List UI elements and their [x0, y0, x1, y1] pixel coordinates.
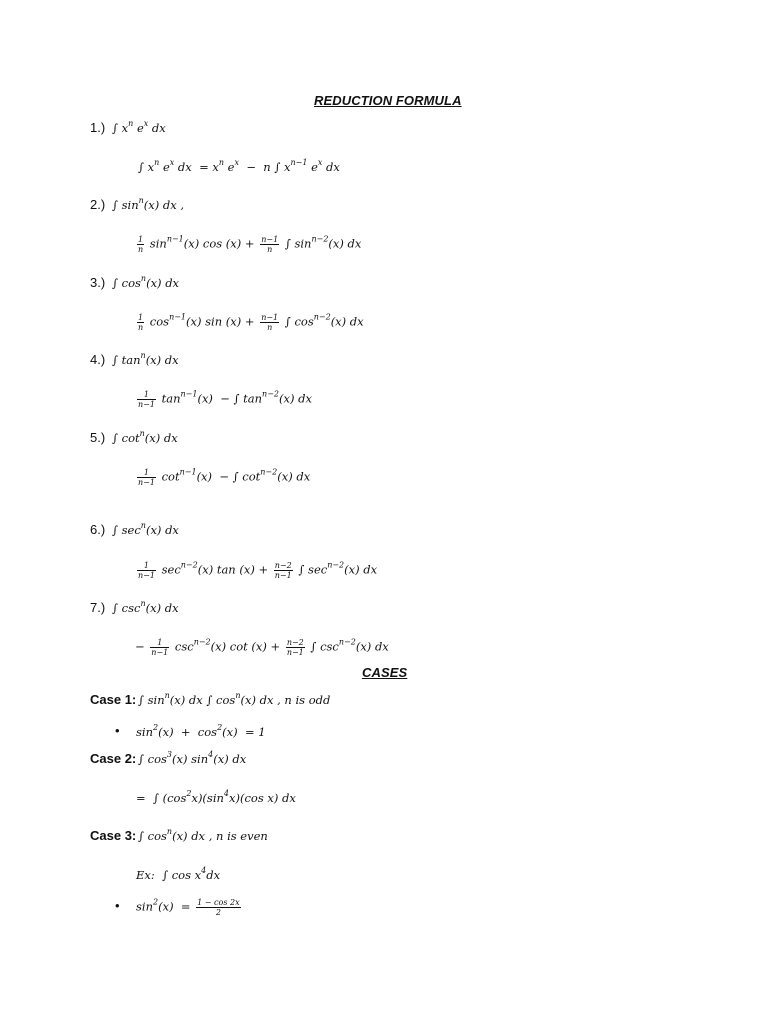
formula-6-label: 6.) [90, 522, 106, 537]
formula-2-result: $\frac{1}{n}$ $\sin^{n-1}(x)$ cos (x) + $\frac{n-1}{n}$ ∫ $\sin^{n-2}(x)$ dx [138, 234, 362, 254]
formula-3-integral: ∫ $\cos^n(x)$ dx [112, 274, 180, 290]
formula-1-label: 1.) [90, 120, 106, 135]
case-3-expr: ∫ $\cos^n(x)$ dx , n is even [138, 827, 268, 843]
case-1-expr: ∫ $\sin^n(x)$ dx ∫ $\cos^n(x)$ dx , n is odd [138, 691, 331, 707]
formula-1-integral: ∫ $x^n$ $e^x$ dx [112, 119, 166, 135]
formula-4-result: $\frac{1}{n-1}$ $\tan^{n-1}(x)$ − ∫ $\tan^{n-2}(x)$ dx [138, 389, 312, 409]
formula-7-integral: ∫ $\csc^n(x)$ dx [112, 599, 179, 615]
formula-5-result: $\frac{1}{n-1}$ $\cot^{n-1}(x)$ − ∫ $\cot^{n-2}(x)$ dx [138, 467, 311, 487]
formula-3-label: 3.) [90, 275, 106, 290]
formula-7-result: − $\frac{1}{n-1}$ $\csc^{n-2}(x)$ cot (x) + $\frac{n-2}{n-1}$ ∫ $\csc^{n-2}(x)$ dx [135, 637, 389, 657]
formula-1-result: ∫ $x^n$ $e^x$ dx = $x^n$ $e^x - n$ ∫ $x^{n-1}$ $e^x$ dx [138, 158, 340, 174]
case-2-step: = ∫ $(\cos^2x)(\sin^4x)(\cos$ x) dx [136, 789, 296, 805]
bullet-icon: • [115, 723, 120, 738]
formula-5-label: 5.) [90, 430, 106, 445]
formula-4-label: 4.) [90, 352, 106, 367]
case-3-example: Ex: ∫ $\cos x^4dx$ [136, 866, 221, 882]
formula-3-result: $\frac{1}{n}$ $\cos^{n-1}(x)$ sin (x) + $\frac{n-1}{n}$ ∫ $\cos^{n-2}(x)$ dx [138, 312, 364, 332]
bullet-icon: • [115, 898, 120, 913]
formula-4-integral: ∫ $\tan^n(x)$ dx [112, 351, 179, 367]
case-1-identity: $\sin^2(x) + \cos^2(x) = 1$ [136, 723, 266, 739]
case-2-label: Case 2: [90, 751, 137, 766]
page-title: REDUCTION FORMULA [314, 93, 462, 108]
formula-6-result: $\frac{1}{n-1}$ $\sec^{n-2}(x)$ tan (x) + $\frac{n-2}{n-1}$ ∫ $\sec^{n-2}(x)$ dx [138, 560, 378, 580]
cases-title: CASES [362, 665, 408, 680]
formula-7-label: 7.) [90, 600, 106, 615]
formula-2-label: 2.) [90, 197, 106, 212]
case-3-label: Case 3: [90, 828, 137, 843]
case-1-label: Case 1: [90, 692, 137, 707]
formula-5-integral: ∫ $\cot^n(x)$ dx [112, 429, 178, 445]
case-2-expr: ∫ $\cos^3(x)$ $\sin^4(x)$ dx [138, 750, 247, 766]
case-3-identity: $\sin^2(x)$ = $\frac{1 - \cos 2x}{2}$ [136, 897, 240, 917]
formula-6-integral: ∫ $\sec^n(x)$ dx [112, 521, 179, 537]
formula-2-integral: ∫ $\sin^n(x)$ dx , [112, 196, 185, 212]
